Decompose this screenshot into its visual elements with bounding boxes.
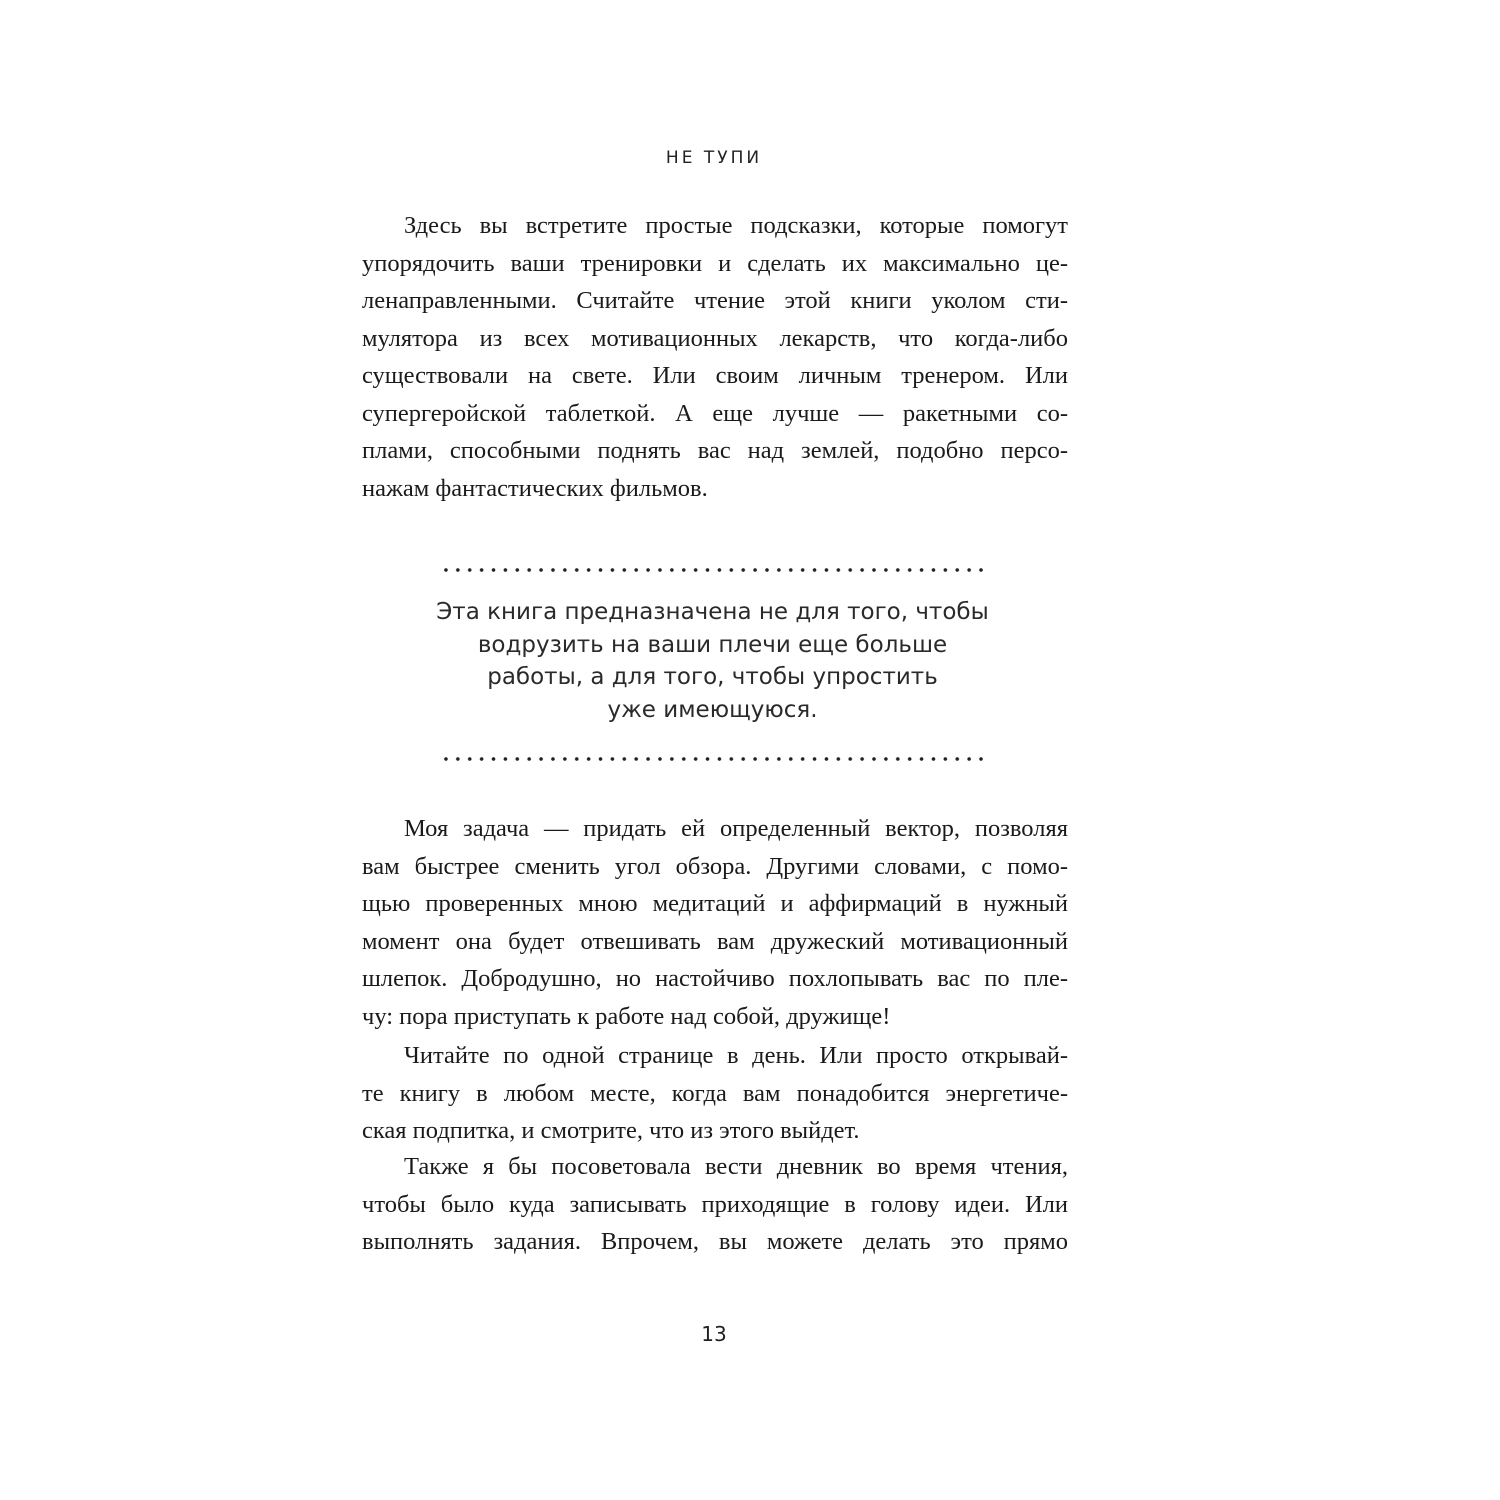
paragraph-line: ская подпитка, и смотрите, что из этого выйдет. <box>362 1117 860 1144</box>
pull-quote-line: водрузить на ваши плечи еще больше <box>477 631 948 658</box>
paragraph-line: вам быстрее сменить угол обзора. Другими словами, с помо- <box>362 852 1068 880</box>
paragraph-line: ленаправленными. Считайте чтение этой книги уколом сти- <box>362 287 1068 314</box>
paragraph-reading <box>362 1037 1068 1150</box>
paragraph-line: упорядочить ваши тренировки и сделать их максимально це- <box>362 249 1068 277</box>
dotted-divider-bottom <box>440 756 985 762</box>
paragraph-line: Читайте по одной странице в день. Или просто открывай- <box>404 1042 1068 1069</box>
pull-quote-line: уже имеющуюся. <box>607 696 818 723</box>
paragraph-line: выполнять задания. Впрочем, вы можете делать это прямо <box>362 1228 1068 1255</box>
paragraph-line: Также я бы посоветовала вести дневник во время чтения, <box>404 1153 1068 1180</box>
pull-quote-line: работы, а для того, чтобы упростить <box>487 664 938 690</box>
paragraph-line: мулятора из всех мотивационных лекарств, что когда-либо <box>362 324 1068 352</box>
paragraph-line: чтобы было куда записывать приходящие в голову идеи. Или <box>362 1190 1068 1218</box>
pull-quote <box>400 596 1025 726</box>
page-number: 13 <box>701 1322 727 1346</box>
paragraph-line: существовали на свете. Или своим личным тренером. Или <box>362 362 1068 389</box>
paragraph-line: Моя задача — придать ей определенный вектор, позволяя <box>404 815 1068 842</box>
running-head: НЕ ТУПИ <box>665 148 763 168</box>
paragraph-line: супергеройской таблеткой. А еще лучше — ракетными со- <box>362 399 1068 427</box>
dotted-divider-top <box>440 567 985 573</box>
paragraph-line: чу: пора приступать к работе над собой, дружище! <box>362 1002 891 1030</box>
paragraph-line: шлепок. Добродушно, но настойчиво похлопывать вас по пле- <box>362 965 1068 992</box>
paragraph-line: Здесь вы встретите простые подсказки, которые помогут <box>404 212 1068 239</box>
paragraph-line: нажам фантастических фильмов. <box>362 474 708 502</box>
paragraph-line: плами, способными поднять вас над землей, подобно персо- <box>362 437 1068 464</box>
pull-quote-line: Эта книга предназначена не для того, чтобы <box>436 599 989 625</box>
paragraph-line: момент она будет отвешивать вам дружеский мотивационный <box>362 927 1068 955</box>
paragraph-line: щью проверенных мною медитаций и аффирмаций в нужный <box>362 890 1068 917</box>
paragraph-line: те книгу в любом месте, когда вам понадобится энергетиче- <box>362 1079 1068 1107</box>
paragraph-journal <box>362 1148 1068 1261</box>
paragraph-intro <box>362 207 1068 507</box>
paragraph-task <box>362 810 1068 1035</box>
